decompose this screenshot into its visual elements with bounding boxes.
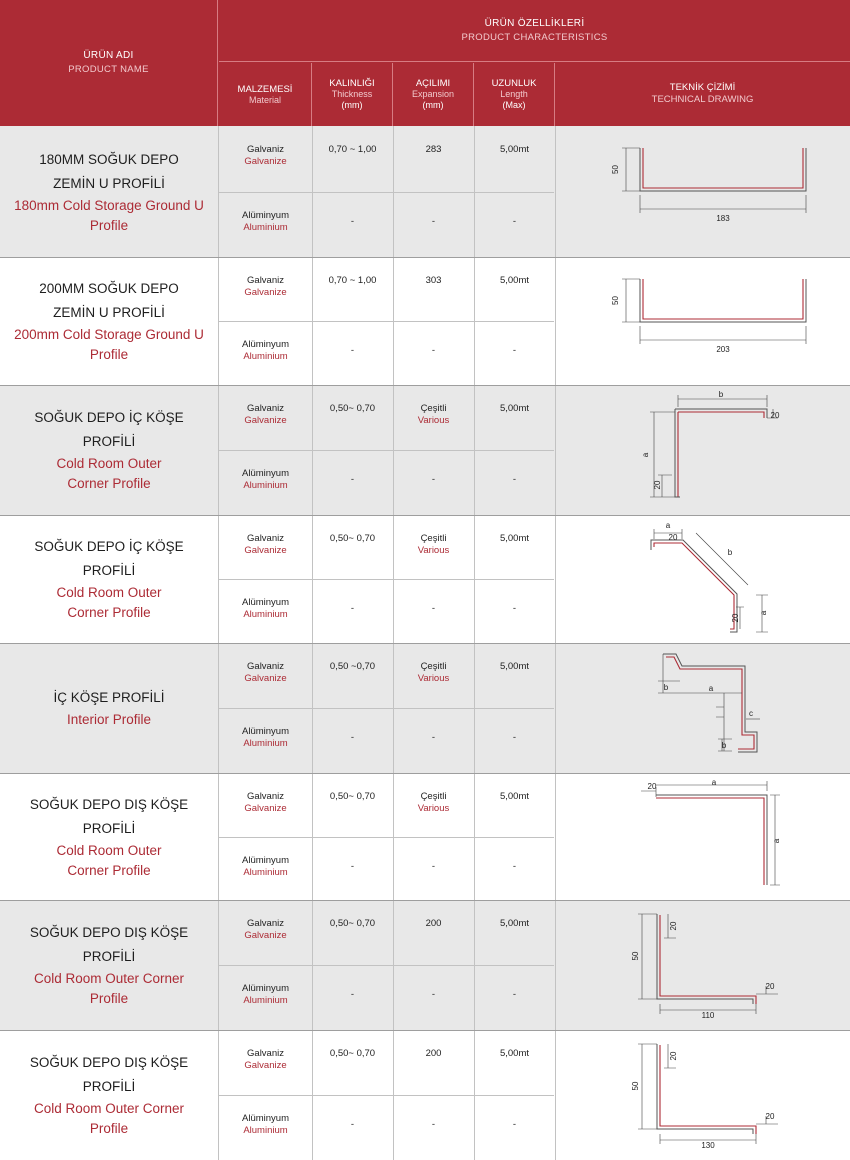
expansion-cell bbox=[393, 474, 474, 486]
expansion-cell bbox=[393, 345, 474, 357]
material-cell bbox=[219, 983, 312, 1007]
expansion-cell bbox=[393, 861, 474, 873]
length-cell bbox=[474, 989, 555, 1001]
profile-shape bbox=[678, 412, 764, 497]
length-value: 5,00mt bbox=[499, 275, 530, 286]
expansion-value: 283 bbox=[425, 144, 442, 155]
product-name-en: Cold Room Outer bbox=[56, 585, 162, 600]
group-separator bbox=[0, 515, 850, 516]
height-dimension-line bbox=[622, 148, 640, 191]
thickness-header-unit: (mm) bbox=[341, 100, 363, 110]
technical-drawing-column-header bbox=[555, 63, 850, 126]
thickness-cell bbox=[312, 603, 393, 615]
thickness-cell bbox=[312, 791, 393, 803]
technical-drawing-cell bbox=[556, 385, 850, 515]
expansion-column-header bbox=[393, 63, 474, 126]
thickness-header-tr: KALINLIĞI bbox=[329, 78, 375, 89]
row-divider bbox=[219, 1095, 554, 1096]
thickness-cell bbox=[312, 989, 393, 1001]
technical-drawing-header-tr: TEKNİK ÇİZİMİ bbox=[669, 82, 736, 93]
thickness-value: - bbox=[350, 732, 355, 743]
expansion-value: 200 bbox=[425, 918, 442, 929]
product-characteristics-header bbox=[219, 0, 850, 62]
material-tr: Galvaniz bbox=[247, 661, 284, 672]
material-cell bbox=[219, 1113, 312, 1137]
length-cell bbox=[474, 275, 555, 287]
expansion-cell bbox=[393, 403, 474, 427]
expansion-value: 303 bbox=[425, 275, 442, 286]
product-name-en: Interior Profile bbox=[66, 712, 152, 727]
profile-shape bbox=[643, 148, 803, 188]
length-cell bbox=[474, 661, 555, 673]
material-tr: Galvaniz bbox=[247, 918, 284, 929]
thickness-value: - bbox=[350, 216, 355, 227]
length-cell bbox=[474, 403, 555, 415]
dimension-label: a bbox=[641, 452, 650, 458]
material-cell bbox=[219, 533, 312, 557]
product-group bbox=[0, 1030, 850, 1160]
material-en: Galvanize bbox=[244, 415, 287, 426]
material-cell bbox=[219, 403, 312, 427]
table-header bbox=[0, 0, 850, 126]
material-header-tr: MALZEMESİ bbox=[237, 83, 293, 95]
length-cell bbox=[474, 603, 555, 615]
width-dimension-line bbox=[640, 326, 806, 344]
dimension-label: 20 bbox=[653, 480, 662, 490]
profile-shape bbox=[663, 657, 754, 749]
dimension-label: 183 bbox=[716, 214, 730, 223]
product-name-tr: SOĞUK DEPO DIŞ KÖŞE bbox=[29, 1055, 189, 1070]
material-cell bbox=[219, 661, 312, 685]
product-name-en: Corner Profile bbox=[67, 476, 151, 491]
expansion-en: Various bbox=[417, 673, 450, 684]
expansion-cell bbox=[393, 732, 474, 744]
technical-drawing-cell bbox=[556, 515, 850, 643]
group-separator bbox=[0, 257, 850, 258]
product-group bbox=[0, 126, 850, 257]
group-separator bbox=[0, 773, 850, 774]
technical-drawing bbox=[556, 643, 850, 768]
product-group bbox=[0, 385, 850, 515]
length-value: - bbox=[512, 732, 517, 743]
product-name-en: Cold Room Outer Corner bbox=[33, 971, 185, 986]
thickness-cell bbox=[312, 861, 393, 873]
length-cell bbox=[474, 216, 555, 228]
product-name-en: Profile bbox=[89, 1121, 129, 1136]
thickness-value: 0,50~ 0,70 bbox=[329, 1048, 376, 1059]
length-value: 5,00mt bbox=[499, 533, 530, 544]
dimension-label: b bbox=[663, 683, 669, 692]
material-en: Aluminium bbox=[243, 480, 288, 491]
group-separator bbox=[0, 900, 850, 901]
product-name-tr: SOĞUK DEPO DIŞ KÖŞE bbox=[29, 796, 189, 812]
dimension-label: 20 bbox=[669, 1051, 678, 1061]
length-cell bbox=[474, 144, 555, 156]
product-name-en: Cold Room Outer Corner bbox=[33, 1101, 185, 1116]
row-divider bbox=[219, 321, 554, 322]
thickness-cell bbox=[312, 533, 393, 545]
material-tr: Alüminyum bbox=[242, 726, 289, 737]
row-divider bbox=[219, 192, 554, 193]
thickness-cell bbox=[312, 403, 393, 415]
length-value: - bbox=[512, 603, 517, 614]
expansion-cell bbox=[393, 603, 474, 615]
product-group bbox=[0, 900, 850, 1030]
product-group bbox=[0, 257, 850, 385]
product-name-tr: PROFİLİ bbox=[82, 820, 136, 836]
profile-shape bbox=[654, 543, 734, 629]
expansion-value: Çeşitli bbox=[420, 533, 447, 544]
material-en: Galvanize bbox=[244, 1060, 287, 1071]
width-dimension-line bbox=[640, 195, 806, 213]
thickness-cell bbox=[312, 474, 393, 486]
thickness-value: 0,50~ 0,70 bbox=[329, 918, 376, 929]
material-column-header bbox=[219, 63, 312, 126]
length-cell bbox=[474, 1119, 555, 1131]
technical-drawing-header-en: TECHNICAL DRAWING bbox=[651, 94, 754, 105]
dimension-label: a bbox=[759, 610, 768, 616]
material-header-en: Material bbox=[248, 94, 281, 105]
thickness-value: - bbox=[350, 1119, 355, 1130]
material-en: Galvanize bbox=[244, 156, 287, 167]
material-tr: Alüminyum bbox=[242, 597, 289, 608]
expansion-value: 200 bbox=[425, 1048, 442, 1059]
length-cell bbox=[474, 533, 555, 545]
material-en: Aluminium bbox=[243, 738, 288, 749]
material-cell bbox=[219, 791, 312, 815]
product-name-en: Profile bbox=[89, 991, 129, 1006]
length-value: - bbox=[512, 474, 517, 485]
product-group bbox=[0, 773, 850, 900]
thickness-value: 0,50~ 0,70 bbox=[329, 403, 376, 414]
profile-outline bbox=[640, 279, 806, 322]
product-name-tr: PROFİLİ bbox=[82, 434, 136, 449]
thickness-value: 0,50~ 0,70 bbox=[329, 791, 376, 802]
product-name-header-en: PRODUCT NAME bbox=[68, 64, 149, 75]
dimension-label: 50 bbox=[611, 296, 620, 305]
dimension-label: 20 bbox=[765, 982, 775, 991]
product-name-en: 200mm Cold Storage Ground U bbox=[14, 327, 204, 342]
material-en: Aluminium bbox=[243, 1125, 288, 1136]
dimension-label: a bbox=[665, 521, 671, 530]
material-cell bbox=[219, 468, 312, 492]
material-en: Galvanize bbox=[244, 545, 287, 556]
length-header-unit: (Max) bbox=[502, 100, 526, 110]
thickness-cell bbox=[312, 345, 393, 357]
technical-drawing bbox=[556, 515, 850, 640]
technical-drawing-cell bbox=[556, 1030, 850, 1160]
product-characteristics-header-tr: ÜRÜN ÖZELLİKLERİ bbox=[484, 17, 585, 29]
product-name-tr: SOĞUK DEPO İÇ KÖŞE bbox=[34, 410, 184, 425]
product-name-tr: PROFİLİ bbox=[82, 1079, 136, 1094]
product-name-cell bbox=[0, 900, 218, 1030]
product-name-tr: ZEMİN U PROFİLİ bbox=[53, 175, 165, 191]
product-name-en: Corner Profile bbox=[67, 862, 151, 878]
material-cell bbox=[219, 144, 312, 168]
expansion-header-tr: AÇILIMI bbox=[415, 78, 451, 89]
product-name-tr: PROFİLİ bbox=[82, 949, 136, 964]
length-cell bbox=[474, 918, 555, 930]
length-value: 5,00mt bbox=[499, 1048, 530, 1059]
material-en: Galvanize bbox=[244, 930, 287, 941]
material-tr: Alüminyum bbox=[242, 983, 289, 994]
length-value: 5,00mt bbox=[499, 144, 530, 155]
length-value: 5,00mt bbox=[499, 791, 530, 802]
material-tr: Alüminyum bbox=[242, 1113, 289, 1124]
expansion-value: - bbox=[431, 732, 436, 743]
dimension-label: 130 bbox=[701, 1141, 715, 1150]
product-name-en: Profile bbox=[89, 347, 129, 362]
expansion-cell bbox=[393, 144, 474, 156]
dimension-label: 50 bbox=[611, 165, 620, 174]
product-name-cell bbox=[0, 773, 218, 900]
length-value: - bbox=[512, 861, 517, 872]
expansion-value: - bbox=[431, 345, 436, 356]
product-name-tr: ZEMİN U PROFİLİ bbox=[53, 305, 165, 320]
length-value: - bbox=[512, 216, 517, 227]
length-cell bbox=[474, 474, 555, 486]
thickness-cell bbox=[312, 1048, 393, 1060]
thickness-value: 0,50~ 0,70 bbox=[329, 533, 376, 544]
material-tr: Galvaniz bbox=[247, 403, 284, 414]
thickness-value: - bbox=[350, 345, 355, 356]
technical-drawing bbox=[556, 773, 850, 898]
material-tr: Alüminyum bbox=[242, 210, 289, 221]
technical-drawing-cell bbox=[556, 773, 850, 900]
thickness-value: 0,70 ~ 1,00 bbox=[328, 144, 377, 155]
expansion-en: Various bbox=[417, 415, 450, 426]
material-en: Aluminium bbox=[243, 351, 288, 362]
dimension-label: b bbox=[721, 741, 727, 750]
material-cell bbox=[219, 339, 312, 363]
expansion-cell bbox=[393, 275, 474, 287]
dimension-label: 50 bbox=[631, 1081, 640, 1091]
length-value: 5,00mt bbox=[499, 661, 530, 672]
thickness-cell bbox=[312, 732, 393, 744]
height-dimension-line bbox=[622, 279, 640, 322]
technical-drawing bbox=[556, 257, 850, 382]
product-name-tr: 200MM SOĞUK DEPO bbox=[39, 281, 179, 296]
thickness-cell bbox=[312, 661, 393, 673]
group-separator bbox=[0, 385, 850, 386]
expansion-cell bbox=[393, 533, 474, 557]
dimension-label: c bbox=[749, 709, 753, 718]
material-cell bbox=[219, 855, 312, 879]
length-cell bbox=[474, 861, 555, 873]
expansion-cell bbox=[393, 216, 474, 228]
dimension-label: 20 bbox=[668, 533, 678, 542]
thickness-header-en: Thickness bbox=[331, 89, 373, 99]
material-en: Aluminium bbox=[243, 609, 288, 620]
row-divider bbox=[219, 965, 554, 966]
product-name-header bbox=[0, 0, 218, 126]
product-name-cell bbox=[0, 515, 218, 643]
product-characteristics-header-en: PRODUCT CHARACTERISTICS bbox=[461, 31, 608, 43]
expansion-en: Various bbox=[417, 803, 450, 814]
length-cell bbox=[474, 345, 555, 357]
row-divider bbox=[219, 837, 554, 838]
material-en: Aluminium bbox=[243, 222, 288, 233]
dimension-label: 20 bbox=[770, 411, 780, 420]
dimension-label: b bbox=[727, 548, 733, 557]
row-divider bbox=[219, 450, 554, 451]
material-en: Galvanize bbox=[244, 673, 287, 684]
product-name-cell bbox=[0, 643, 218, 773]
length-value: 5,00mt bbox=[499, 918, 530, 929]
dimension-label: 20 bbox=[731, 613, 740, 623]
product-group bbox=[0, 515, 850, 643]
expansion-value: - bbox=[431, 861, 436, 872]
length-cell bbox=[474, 732, 555, 744]
technical-drawing-cell bbox=[556, 257, 850, 385]
length-value: 5,00mt bbox=[499, 403, 530, 414]
expansion-value: Çeşitli bbox=[420, 791, 447, 802]
material-cell bbox=[219, 1048, 312, 1072]
material-en: Aluminium bbox=[243, 867, 288, 878]
expansion-value: - bbox=[431, 1119, 436, 1130]
dimension-label: 110 bbox=[701, 1011, 715, 1020]
product-name-tr: SOĞUK DEPO İÇ KÖŞE bbox=[34, 539, 184, 554]
dimension-label: b bbox=[718, 390, 724, 399]
expansion-value: Çeşitli bbox=[420, 403, 447, 414]
thickness-column-header bbox=[312, 63, 393, 126]
technical-drawing bbox=[556, 900, 850, 1025]
expansion-header-en: Expansion bbox=[411, 89, 455, 99]
profile-outline bbox=[675, 409, 767, 497]
material-tr: Galvaniz bbox=[247, 791, 284, 802]
dimension-label: 50 bbox=[631, 951, 640, 961]
thickness-cell bbox=[312, 1119, 393, 1131]
expansion-cell bbox=[393, 989, 474, 1001]
material-tr: Alüminyum bbox=[242, 339, 289, 350]
length-value: - bbox=[512, 345, 517, 356]
product-name-header-tr: ÜRÜN ADI bbox=[83, 50, 134, 61]
product-name-en: Corner Profile bbox=[67, 605, 151, 620]
material-cell bbox=[219, 726, 312, 750]
product-group bbox=[0, 643, 850, 773]
technical-drawing-cell bbox=[556, 126, 850, 257]
length-header-tr: UZUNLUK bbox=[491, 78, 537, 89]
expansion-value: Çeşitli bbox=[420, 661, 447, 672]
expansion-cell bbox=[393, 1119, 474, 1131]
expansion-value: - bbox=[431, 603, 436, 614]
length-cell bbox=[474, 791, 555, 803]
product-name-cell bbox=[0, 385, 218, 515]
dimension-label: a bbox=[772, 838, 781, 844]
length-value: - bbox=[512, 989, 517, 1000]
material-tr: Galvaniz bbox=[247, 275, 284, 286]
technical-drawing-cell bbox=[556, 900, 850, 1030]
expansion-cell bbox=[393, 918, 474, 930]
group-separator bbox=[0, 1030, 850, 1031]
technical-drawing bbox=[556, 1030, 850, 1155]
material-en: Galvanize bbox=[244, 803, 287, 814]
product-name-en: 180mm Cold Storage Ground U bbox=[14, 197, 204, 213]
thickness-cell bbox=[312, 144, 393, 156]
thickness-value: - bbox=[350, 603, 355, 614]
length-column-header bbox=[474, 63, 555, 126]
dimension-label: a bbox=[711, 778, 717, 787]
thickness-value: 0,50 ~0,70 bbox=[329, 661, 376, 672]
product-name-cell bbox=[0, 126, 218, 257]
profile-shape bbox=[643, 279, 803, 319]
thickness-value: - bbox=[350, 989, 355, 1000]
dimension-label: 203 bbox=[716, 345, 730, 354]
product-name-cell bbox=[0, 1030, 218, 1160]
material-tr: Galvaniz bbox=[247, 144, 284, 155]
technical-drawing bbox=[556, 126, 850, 251]
thickness-value: 0,70 ~ 1,00 bbox=[328, 275, 377, 286]
material-cell bbox=[219, 210, 312, 234]
product-name-tr: SOĞUK DEPO DIŞ KÖŞE bbox=[29, 925, 189, 940]
profile-outline bbox=[651, 540, 737, 632]
thickness-cell bbox=[312, 216, 393, 228]
length-cell bbox=[474, 1048, 555, 1060]
dimension-label: 20 bbox=[765, 1112, 775, 1121]
material-en: Galvanize bbox=[244, 287, 287, 298]
product-name-en: Cold Room Outer bbox=[56, 456, 162, 471]
thickness-value: - bbox=[350, 861, 355, 872]
thickness-cell bbox=[312, 275, 393, 287]
row-divider bbox=[219, 708, 554, 709]
material-en: Aluminium bbox=[243, 995, 288, 1006]
dimension-label: 20 bbox=[647, 782, 657, 791]
profile-outline bbox=[656, 795, 767, 885]
group-separator bbox=[0, 643, 850, 644]
product-name-en: Cold Room Outer bbox=[56, 842, 162, 858]
length-value: - bbox=[512, 1119, 517, 1130]
dimension-label: 20 bbox=[669, 921, 678, 931]
row-divider bbox=[219, 579, 554, 580]
expansion-value: - bbox=[431, 216, 436, 227]
dimension-label: a bbox=[708, 684, 714, 693]
technical-drawing-cell bbox=[556, 643, 850, 773]
expansion-header-unit: (mm) bbox=[422, 100, 444, 110]
expansion-value: - bbox=[431, 474, 436, 485]
expansion-cell bbox=[393, 1048, 474, 1060]
thickness-cell bbox=[312, 918, 393, 930]
technical-drawing bbox=[556, 385, 850, 510]
product-name-tr: PROFİLİ bbox=[82, 563, 136, 578]
product-name-en: Profile bbox=[89, 217, 129, 233]
material-tr: Galvaniz bbox=[247, 533, 284, 544]
expansion-value: - bbox=[431, 989, 436, 1000]
profile-shape bbox=[656, 798, 764, 885]
thickness-value: - bbox=[350, 474, 355, 485]
material-tr: Galvaniz bbox=[247, 1048, 284, 1059]
material-cell bbox=[219, 918, 312, 942]
profile-outline bbox=[640, 148, 806, 191]
material-cell bbox=[219, 275, 312, 299]
length-header-en: Length bbox=[500, 89, 528, 99]
expansion-en: Various bbox=[417, 545, 450, 556]
product-name-tr: İÇ KÖŞE PROFİLİ bbox=[53, 690, 165, 705]
expansion-cell bbox=[393, 791, 474, 815]
product-name-tr: 180MM SOĞUK DEPO bbox=[39, 151, 179, 167]
material-tr: Alüminyum bbox=[242, 468, 289, 479]
product-name-cell bbox=[0, 257, 218, 385]
expansion-cell bbox=[393, 661, 474, 685]
material-cell bbox=[219, 597, 312, 621]
material-tr: Alüminyum bbox=[242, 855, 289, 866]
